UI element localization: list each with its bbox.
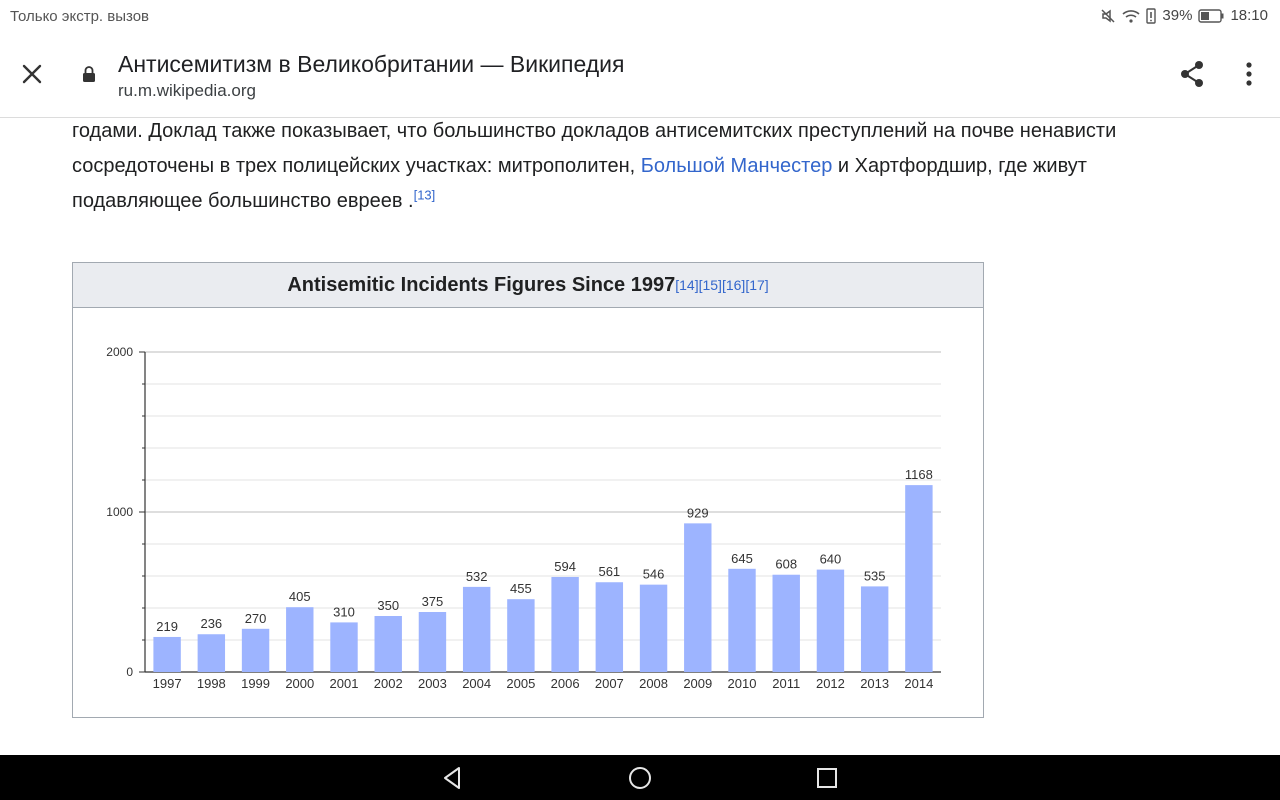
bar-value-label: 455 [510,581,532,597]
bar-value-label: 532 [465,568,488,584]
article-line [72,184,1222,219]
x-tick-label: 1997 [152,676,182,691]
bar [728,569,755,672]
bar-value-label: 929 [686,505,709,521]
bar [330,622,357,672]
reference-17[interactable]: [17] [745,277,769,293]
bar [375,616,402,672]
x-tick-label: 2002 [373,676,403,691]
bar [463,587,490,672]
y-tick-label: 0 [126,665,133,679]
battery-icon [1198,9,1224,23]
chart-title: Antisemitic Incidents Figures Since 1997 [287,273,676,296]
x-tick-label: 2000 [285,676,315,691]
text-segment: и Хартфордшир, где живут [832,155,1087,177]
wifi-icon [1122,8,1140,24]
bar-value-label: 350 [377,598,400,613]
bar [684,523,711,672]
close-button[interactable] [16,58,48,90]
bar-value-label: 375 [421,594,444,609]
x-tick-label: 2007 [594,676,624,691]
x-tick-label: 1998 [196,676,226,691]
navigation-bar [0,755,1280,800]
y-tick-label: 2000 [106,345,133,359]
bar [905,485,932,672]
bar-value-label: 645 [731,550,753,566]
x-tick-label: 1999 [241,676,271,691]
recents-button[interactable] [814,765,840,791]
y-tick-label: 1000 [106,505,133,519]
x-tick-label: 2012 [815,676,845,691]
x-tick-label: 2013 [860,676,890,691]
bar-chart [73,308,983,716]
x-tick-label: 2011 [772,676,801,691]
bar [153,637,180,672]
bar-value-label: 561 [598,564,621,580]
link-bolshoy-manchester[interactable]: Большой Манчестер [640,155,833,177]
x-tick-label: 2009 [683,676,713,691]
bar [861,586,888,672]
back-icon [440,765,466,791]
bar-value-label: 270 [244,610,267,626]
x-tick-label: 2003 [417,676,447,691]
bar-value-label: 594 [554,558,576,574]
text-segment: сосредоточены в трех полицейских участках: митрополитен, [72,155,641,177]
bar [419,612,446,672]
text-segment: подавляющее большинство евреев . [72,190,414,212]
x-tick-label: 2004 [462,676,492,691]
more-options-button[interactable] [1234,58,1264,90]
bar [242,629,269,672]
x-tick-label: 2014 [904,676,934,691]
bar-value-label: 640 [819,551,842,567]
bar-value-label: 236 [200,616,223,632]
home-button[interactable] [627,765,653,791]
bar-value-label: 219 [156,618,178,634]
browser-toolbar [0,34,1280,118]
article-line [72,149,1222,184]
chart-container [72,262,984,718]
status-icons [1100,7,1268,24]
x-tick-label: 2006 [550,676,580,691]
close-icon [21,63,43,85]
bar-value-label: 405 [288,589,311,605]
share-button[interactable] [1176,58,1208,90]
bar [551,577,578,672]
bar [640,585,667,672]
bar [286,607,313,672]
page-title: Антисемитизм в Великобритании — Википедия [118,51,625,77]
bar-value-label: 608 [775,556,798,572]
reference-13[interactable]: [13] [413,187,436,203]
bar [198,634,225,672]
article-text [72,114,1222,219]
alert-icon [1146,8,1156,24]
reference-14[interactable]: [14] [675,277,699,293]
bar [817,570,844,672]
chart-header [73,263,983,308]
carrier-text: Только экстр. вызов [10,8,150,25]
bar-value-label: 546 [642,566,665,582]
reference-15[interactable]: [15] [698,277,722,293]
bar [596,582,623,672]
bar [507,599,534,672]
recents-icon [814,765,840,791]
bar [773,575,800,672]
x-tick-label: 2010 [727,676,757,691]
more-vert-icon [1234,58,1264,90]
article-line: годами. Доклад также показывает, что большинство докладов антисемитских преступлений на почве ненависти [72,120,1117,142]
back-button[interactable] [440,765,466,791]
bar-value-label: 1168 [904,467,933,483]
x-tick-label: 2005 [506,676,536,691]
x-tick-label: 2008 [639,676,669,691]
mute-icon [1100,8,1116,24]
home-icon [627,765,653,791]
lock-icon [82,65,96,88]
clock: 18:10 [1230,7,1268,24]
share-icon [1176,58,1208,90]
bar-value-label: 310 [333,604,355,620]
page-url[interactable]: ru.m.wikipedia.org [118,81,256,100]
x-tick-label: 2001 [329,676,359,691]
status-bar [0,0,1280,34]
bar-value-label: 535 [863,568,886,584]
battery-percent: 39% [1162,7,1193,24]
reference-16[interactable]: [16] [721,277,746,293]
